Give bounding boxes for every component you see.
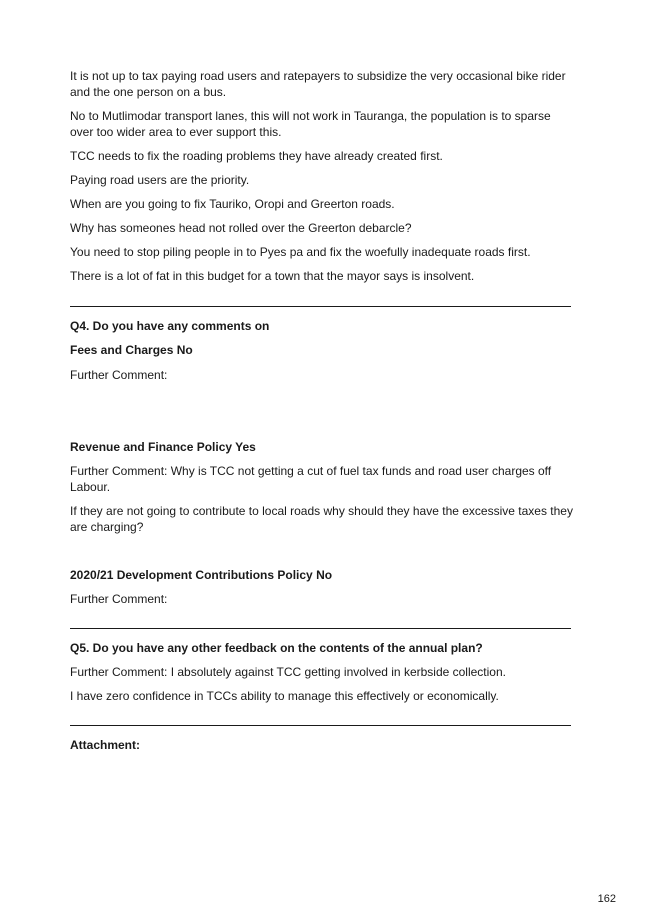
- intro-paragraph-1: It is not up to tax paying road users and ratepayers to subsidize the very occasional bike rider and the one person on a bus.: [70, 69, 566, 99]
- attachment-label: Attachment:: [70, 738, 141, 752]
- development-further-comment: Further Comment:: [70, 592, 168, 606]
- intro-paragraph-7: You need to stop piling people in to Pyes pa and fix the woefully inadequate roads first.: [70, 245, 531, 259]
- revenue-further-comment: Further Comment: Why is TCC not getting a cut of fuel tax funds and road user charges off Labour.: [70, 464, 552, 494]
- intro-paragraph-6: Why has someones head not rolled over the Greerton debarcle?: [70, 221, 412, 235]
- revenue-extra-comment: If they are not going to contribute to local roads why should they have the excessive taxes they are charging?: [70, 504, 573, 534]
- intro-paragraph-4: Paying road users are the priority.: [70, 173, 250, 187]
- page-number: 162: [597, 893, 616, 905]
- development-contributions-heading: 2020/21 Development Contributions Policy No: [70, 568, 333, 582]
- intro-paragraph-5: When are you going to fix Tauriko, Oropi and Greerton roads.: [70, 197, 395, 211]
- q5-extra-comment: I have zero confidence in TCCs ability to manage this effectively or economically.: [70, 689, 499, 703]
- revenue-finance-heading: Revenue and Finance Policy Yes: [70, 440, 256, 454]
- section-divider-1: [70, 306, 571, 307]
- section-divider-3: [70, 725, 571, 726]
- q5-question: Q5. Do you have any other feedback on the contents of the annual plan?: [70, 641, 483, 655]
- intro-paragraph-2: No to Mutlimodar transport lanes, this will not work in Tauranga, the population is to sparse over too wider area to ever support this.: [70, 109, 551, 139]
- q4-question: Q4. Do you have any comments on: [70, 319, 270, 333]
- q5-further-comment: Further Comment: I absolutely against TCC getting involved in kerbside collection.: [70, 665, 506, 679]
- fees-further-comment: Further Comment:: [70, 368, 168, 382]
- intro-paragraph-3: TCC needs to fix the roading problems they have already created first.: [70, 149, 443, 163]
- section-divider-2: [70, 628, 571, 629]
- intro-paragraph-8: There is a lot of fat in this budget for a town that the mayor says is insolvent.: [70, 269, 475, 283]
- fees-and-charges-heading: Fees and Charges No: [70, 343, 193, 357]
